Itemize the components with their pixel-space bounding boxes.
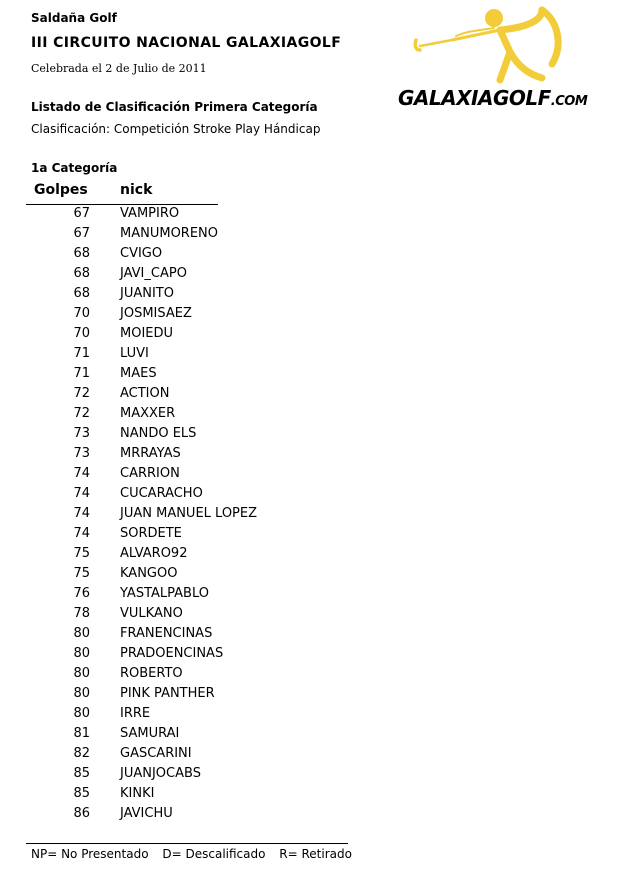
event-date: Celebrada el 2 de Julio de 2011 [31,62,207,75]
row-nick: NANDO ELS [120,426,197,441]
row-nick: CVIGO [120,246,163,261]
table-row [0,766,623,786]
row-score: 82 [73,746,90,761]
row-nick: JUAN MANUEL LOPEZ [120,506,258,521]
row-nick: IRRE [120,706,151,721]
legend-r: R= Retirado [279,847,352,861]
row-score: 67 [73,206,90,221]
table-row [0,626,623,646]
row-score: 70 [73,306,90,321]
row-nick: KANGOO [120,566,178,581]
table-row [0,506,623,526]
row-nick: ROBERTO [120,666,183,681]
table-row [0,706,623,726]
row-score: 74 [73,486,90,501]
table-row [0,606,623,626]
table-row [0,646,623,666]
logo-text-golf: GOLF [492,86,551,110]
legend [31,847,362,861]
row-score: 74 [73,526,90,541]
row-score: 75 [73,546,90,561]
row-nick: CUCARACHO [120,486,203,501]
row-score: 73 [73,426,90,441]
row-nick: MAXXER [120,406,176,421]
table-row [0,806,623,826]
table-row [0,686,623,706]
column-header-nick: nick [120,182,153,198]
row-score: 80 [73,686,90,701]
table-row [0,666,623,686]
footer-divider [26,843,348,844]
row-nick: ACTION [120,386,170,401]
category-heading: 1a Categoría [31,161,118,175]
legend-np: NP= No Presentado [31,847,149,861]
table-row [0,326,623,346]
row-nick: ALVARO92 [120,546,188,561]
logo-text-galaxia: GALAXIA [398,86,493,110]
table-row [0,426,623,446]
row-nick: PRADOENCINAS [120,646,224,661]
club-name: Saldaña Golf [31,11,117,25]
table-row [0,466,623,486]
legend-d: D= Descalificado [162,847,266,861]
table-row [0,486,623,506]
table-row [0,366,623,386]
row-score: 74 [73,506,90,521]
table-row [0,406,623,426]
row-nick: MRRAYAS [120,446,181,461]
row-score: 68 [73,246,90,261]
row-score: 74 [73,466,90,481]
row-nick: YASTALPABLO [120,586,209,601]
row-score: 68 [73,286,90,301]
row-score: 80 [73,666,90,681]
table-row [0,286,623,306]
page-title: III CIRCUITO NACIONAL GALAXIAGOLF [31,35,342,51]
table-row [0,786,623,806]
logo-text-com: .COM [550,94,588,109]
row-score: 80 [73,626,90,641]
table-row [0,226,623,246]
table-row [0,446,623,466]
table-row [0,266,623,286]
row-score: 86 [73,806,90,821]
row-nick: JOSMISAEZ [120,306,192,321]
row-score: 75 [73,566,90,581]
row-nick: MOIEDU [120,326,174,341]
row-score: 70 [73,326,90,341]
row-score: 68 [73,266,90,281]
table-row [0,566,623,586]
row-nick: FRANENCINAS [120,626,213,641]
row-nick: JAVICHU [120,806,173,821]
table-row [0,726,623,746]
row-nick: SORDETE [120,526,182,541]
column-header-golpes: Golpes [34,182,88,198]
row-score: 85 [73,786,90,801]
row-nick: JUANJOCABS [120,766,201,781]
row-score: 81 [73,726,90,741]
table-row [0,346,623,366]
row-nick: GASCARINI [120,746,192,761]
row-nick: CARRION [120,466,180,481]
table-row [0,526,623,546]
row-score: 78 [73,606,90,621]
row-score: 80 [73,706,90,721]
row-score: 85 [73,766,90,781]
svg-text:GALAXIAGOLF.COM [398,86,588,110]
table-row [0,386,623,406]
header-divider [26,204,218,205]
row-nick: PINK PANTHER [120,686,215,701]
row-score: 80 [73,646,90,661]
row-score: 72 [73,406,90,421]
table-row [0,546,623,566]
row-score: 72 [73,386,90,401]
row-score: 76 [73,586,90,601]
row-score: 71 [73,366,90,381]
table-row [0,746,623,766]
listing-heading: Listado de Clasificación Primera Categoría [31,100,318,114]
classification-type: Clasificación: Competición Stroke Play Hándicap [31,122,321,136]
table-row [0,306,623,326]
table-row [0,586,623,606]
table-row [0,206,623,226]
row-nick: JAVI_CAPO [120,266,187,281]
row-nick: MANUMORENO [120,226,219,241]
golfer-icon [415,9,558,80]
results-table [0,206,623,826]
row-nick: SAMURAI [120,726,180,741]
row-nick: MAES [120,366,157,381]
row-score: 73 [73,446,90,461]
row-nick: KINKI [120,786,155,801]
row-nick: LUVI [120,346,149,361]
table-row [0,246,623,266]
row-score: 71 [73,346,90,361]
galaxiagolf-logo [392,4,600,114]
row-nick: VAMPIRO [120,206,180,221]
row-score: 67 [73,226,90,241]
row-nick: VULKANO [120,606,183,621]
row-nick: JUANITO [120,286,174,301]
